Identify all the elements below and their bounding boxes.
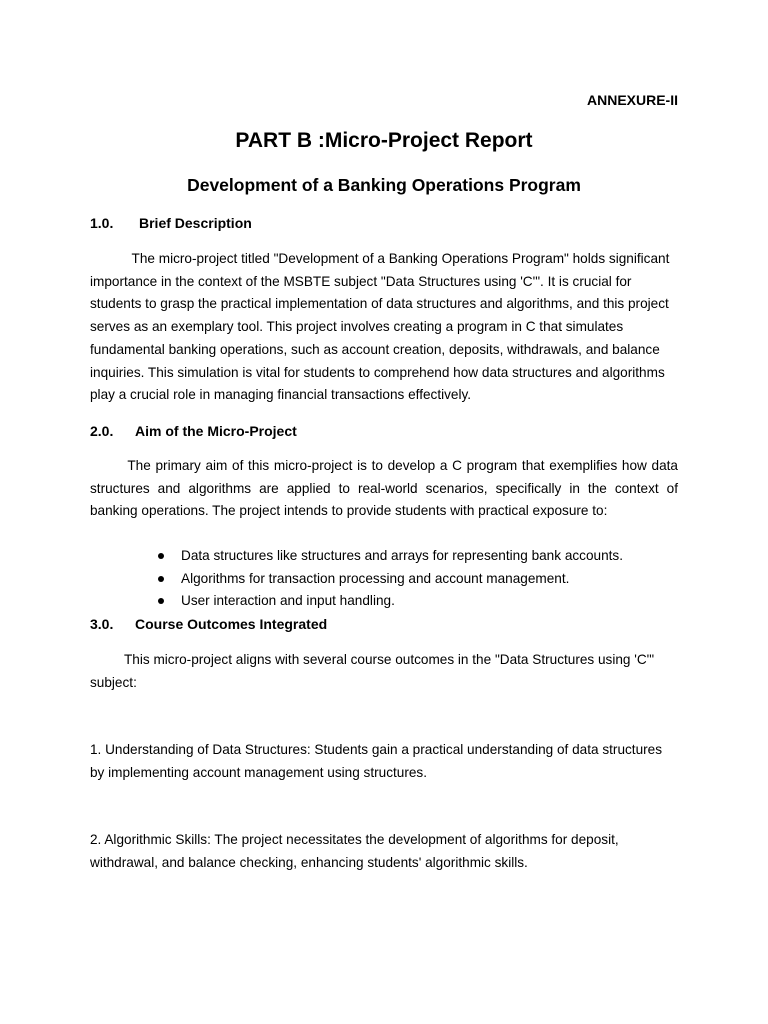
section-paragraph-course-outcomes: This micro-project aligns with several course outcomes in the "Data Structures using 'C'" subject: [90, 652, 655, 690]
section-number: 3.0. [90, 616, 114, 632]
outcome-item-2: 2. Algorithmic Skills: The project necessitates the development of algorithms for deposit, withdrawal, and balance checking, enhancing students' algorithmic skills. [90, 832, 619, 870]
list-item [158, 590, 623, 613]
list-item-text: User interaction and input handling. [181, 593, 395, 609]
section-title: Brief Description [139, 215, 252, 231]
bullet-icon [158, 553, 164, 559]
list-item-text: Data structures like structures and arrays for representing bank accounts. [181, 548, 624, 563]
list-item-text: Algorithms for transaction processing and account management. [181, 570, 570, 586]
list-item [158, 545, 623, 568]
section-title: Aim of the Micro-Project [135, 423, 297, 439]
section-heading-course-outcomes [90, 616, 327, 632]
section-title: Course Outcomes Integrated [135, 616, 328, 632]
list-item [158, 568, 623, 591]
page-title: PART B :Micro-Project Report [235, 129, 533, 152]
aim-bullet-list [158, 545, 623, 613]
page-subtitle: Development of a Banking Operations Program [187, 175, 581, 195]
section-number: 2.0. [90, 423, 114, 439]
bullet-icon [158, 598, 164, 604]
section-paragraph-aim: The primary aim of this micro-project is to develop a C program that exemplifies how data structures and algorithms are applied to real-world scenarios, specifically in the context of banking operations. The project intends to provide students with practical exposure to: [90, 458, 678, 519]
section-number: 1.0. [90, 215, 114, 231]
section-paragraph-brief-description: The micro-project titled "Development of a Banking Operations Program" holds significant importance in the context of the MSBTE subject "Data Structures using 'C'". It is crucial for students to grasp the practical implementation of data structures and algorithms, and this project serves as an exemplary tool. This project involves creating a program in C that simulates fundamental banking operations, such as account creation, deposits, withdrawals, and balance inquiries. This simulation is vital for students to comprehend how data structures and algorithms play a crucial role in managing financial transactions effectively. [90, 251, 670, 403]
section-heading-brief-description [90, 215, 252, 231]
bullet-icon [158, 576, 164, 582]
annexure-label: ANNEXURE-II [586, 92, 678, 108]
outcome-item-1: 1. Understanding of Data Structures: Students gain a practical understanding of data structures by implementing account management using structures. [90, 742, 663, 780]
section-heading-aim [90, 423, 297, 439]
